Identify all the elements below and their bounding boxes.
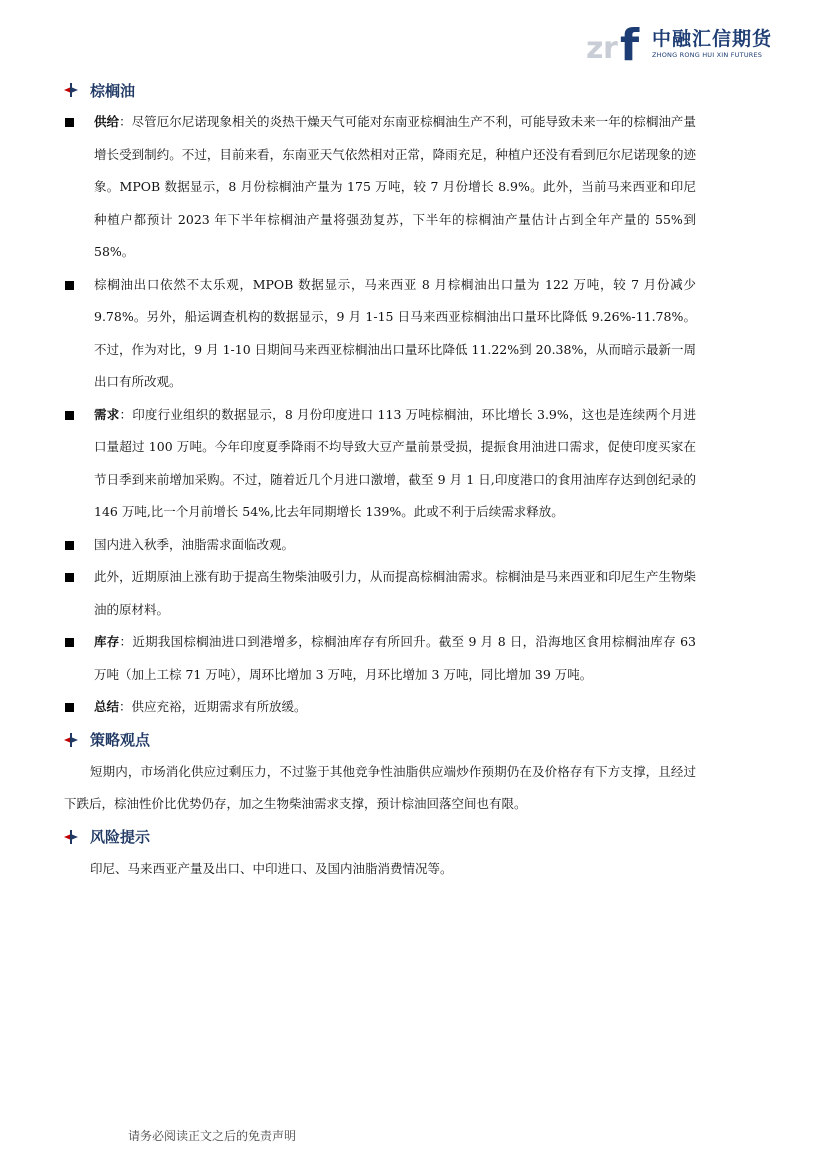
section-heading-risk <box>64 821 696 853</box>
item-separator: ： <box>119 699 132 714</box>
list-item <box>64 399 696 529</box>
item-text: 国内进入秋季，油脂需求面临改观。 <box>94 536 295 552</box>
logo-chinese-name: 中融汇信期货 <box>652 28 773 50</box>
item-label: 总结 <box>94 699 120 714</box>
list-item <box>64 529 696 562</box>
section-title: 策略观点 <box>90 731 151 749</box>
section-marker-icon <box>64 829 78 845</box>
square-bullet-icon <box>65 411 74 420</box>
list-item <box>64 626 696 691</box>
square-bullet-icon <box>65 703 74 712</box>
logo-english-name: ZHONG RONG HUI XIN FUTURES <box>652 51 763 59</box>
square-bullet-icon <box>65 118 74 127</box>
item-separator: ： <box>119 406 133 422</box>
svg-text:f: f <box>620 20 640 64</box>
section-marker-icon <box>64 82 78 98</box>
item-separator: ： <box>119 634 133 649</box>
square-bullet-icon <box>65 541 74 550</box>
item-label: 需求 <box>94 406 120 422</box>
item-separator: ： <box>119 114 132 129</box>
square-bullet-icon <box>65 638 74 647</box>
company-logo <box>586 20 786 64</box>
item-text: 此外，近期原油上涨有助于提高生物柴油吸引力，从而提高棕榈油需求。棕榈油是马来西亚和印尼生产生物柴油的原材料。 <box>94 569 696 617</box>
item-text: 棕榈油出口依然不太乐观，MPOB 数据显示，马来西亚 8 月棕榈油出口量为 122 万吨，较 7 月份减少 9.78%。另外，船运调查机构的数据显示，9 月 1-15 日马来西亚棕榈油出口量环比降低 9.26%-11.78%。不过，作为对比，9 月 1-10 日期间马来西亚棕榈油出口量环比降低 11.22%到 20.38%，从而暗示最新一周出口有所改观。 <box>94 276 696 389</box>
section-marker-icon <box>64 732 78 748</box>
risk-paragraph: 印尼、马来西亚产量及出口、中印进口、及国内油脂消费情况等。 <box>90 860 453 876</box>
item-text: 供应充裕，近期需求有所放缓。 <box>131 699 307 714</box>
svg-text:z: z <box>586 31 604 64</box>
svg-text:r: r <box>603 31 618 64</box>
footer-disclaimer: 请务必阅读正文之后的免责声明 <box>128 1129 297 1143</box>
item-label: 供给 <box>94 114 120 129</box>
item-label: 库存 <box>94 634 120 649</box>
zrf-logo-mark-icon <box>586 20 646 64</box>
list-item <box>64 106 696 269</box>
strategy-paragraph: 短期内，市场消化供应过剩压力，不过鉴于其他竞争性油脂供应端炒作预期仍在及价格存有下方支撑，且经过下跌后，棕油性价比优势仍存，加之生物柴油需求支撑，预计棕油回落空间也有限。 <box>64 763 696 811</box>
list-item <box>64 269 696 399</box>
section-title: 风险提示 <box>90 828 151 846</box>
report-content <box>64 74 696 885</box>
item-text: 近期我国棕榈油进口到港增多，棕榈油库存有所回升。截至 9 月 8 日，沿海地区食用棕榈油库存 63 万吨（加上工棕 71 万吨），周环比增加 3 万吨，月环比增加 3 万吨，同比增加 39 万吨。 <box>94 634 696 682</box>
list-item <box>64 561 696 626</box>
section-title: 棕榈油 <box>90 81 136 100</box>
section-heading-palm-oil <box>64 74 696 106</box>
square-bullet-icon <box>65 281 74 290</box>
list-item <box>64 691 696 724</box>
section-heading-strategy <box>64 724 696 756</box>
item-text: 尽管厄尔尼诺现象相关的炎热干燥天气可能对东南亚棕榈油生产不利，可能导致未来一年的棕榈油产量增长受到制约。不过，目前来看，东南亚天气依然相对正常，降雨充足，种植户还没有看到厄尔尼诺现象的迹象。MPOB 数据显示，8 月份棕榈油产量为 175 万吨，较 7 月份增长 8.9%。此外，当前马来西亚和印尼种植户都预计 2023 年下半年棕榈油产量将强劲复苏，下半年的棕榈油产量估计占到全年产量的 55%到 58%。 <box>94 114 696 259</box>
item-text: 印度行业组织的数据显示，8 月份印度进口 113 万吨棕榈油，环比增长 3.9%，这也是连续两个月进口量超过 100 万吨。今年印度夏季降雨不均导致大豆产量前景受损，提振食用油进口需求，促使印度买家在节日季到来前增加采购。不过，随着近几个月进口激增，截至 9 月 1 日,印度港口的食用油库存达到创纪录的 146 万吨,比一个月前增长 54%,比去年同期增长 139%。此或不利于后续需求释放。 <box>94 406 696 519</box>
square-bullet-icon <box>65 573 74 582</box>
